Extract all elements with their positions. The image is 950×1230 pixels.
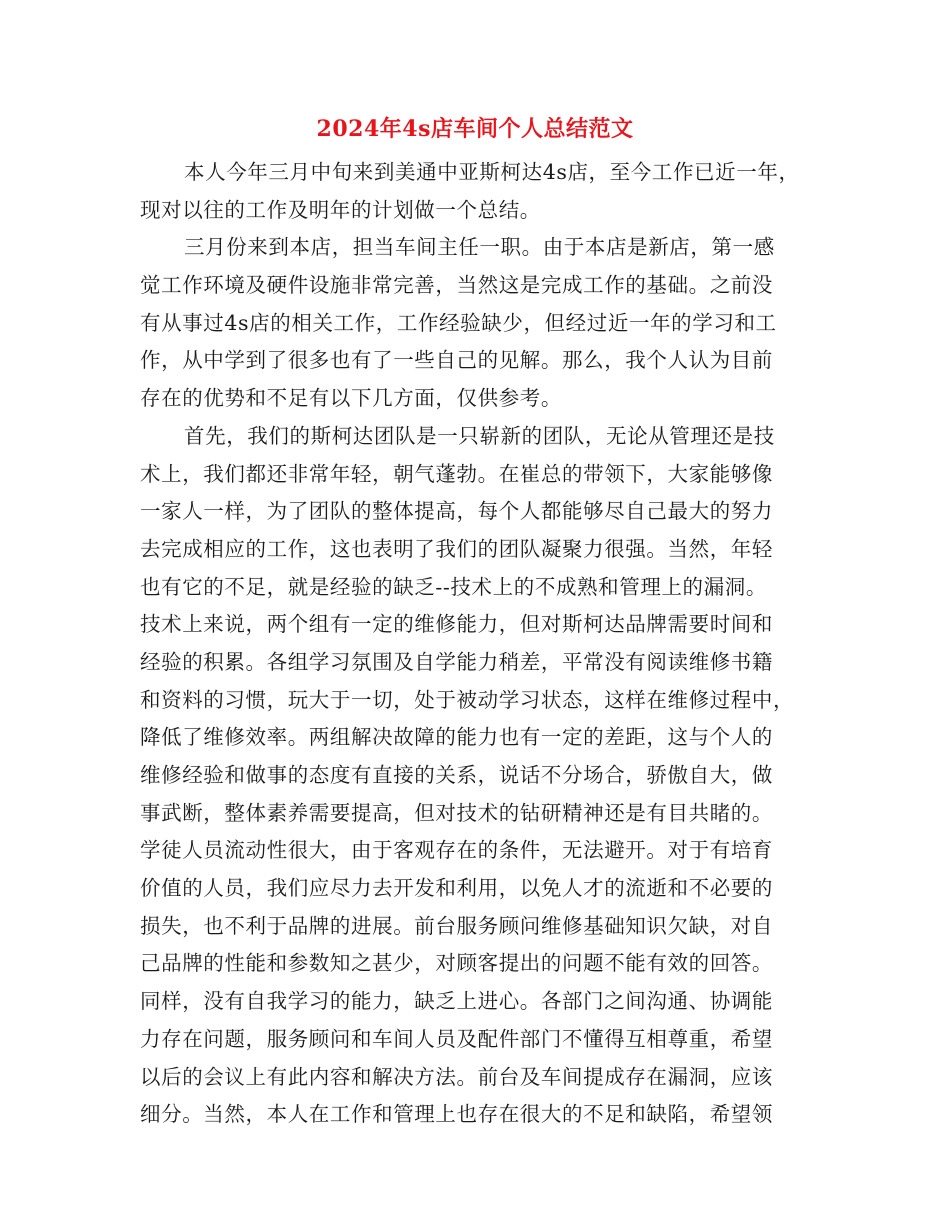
paragraph-line: 降低了维修效率。两组解决故障的能力也有一定的差距，这与个人的 [140, 725, 773, 750]
paragraph-line: 术上，我们都还非常年轻，朝气蓬勃。在崔总的带领下，大家能够像 [140, 461, 773, 486]
paragraph-line: 己品牌的性能和参数知之甚少，对顾客提出的问题不能有效的回答。 [140, 951, 773, 976]
paragraph-line: 一家人一样，为了团队的整体提高，每个人都能够尽自己最大的努力 [140, 499, 773, 524]
paragraph-line: 细分。当然，本人在工作和管理上也存在很大的不足和缺陷，希望领 [140, 1102, 773, 1127]
paragraph-line: 存在的优势和不足有以下几方面，仅供参考。 [140, 386, 562, 411]
paragraph-line: 事武断，整体素养需要提高，但对技术的钻研精神还是有目共睹的。 [140, 800, 773, 825]
paragraph-line: 同样，没有自我学习的能力，缺乏上进心。各部门之间沟通、协调能 [140, 989, 773, 1014]
paragraph-line: 本人今年三月中旬来到美通中亚斯柯达4s店，至今工作已近一年， [184, 160, 800, 184]
paragraph-line: 现对以往的工作及明年的计划做一个总结。 [140, 197, 541, 222]
paragraph-line: 去完成相应的工作，这也表明了我们的团队凝聚力很强。当然，年轻 [140, 536, 773, 561]
paragraph-line: 有从事过4s店的相关工作，工作经验缺少，但经过近一年的学习和工 [140, 310, 777, 335]
paragraph-line: 价值的人员，我们应尽力去开发和利用，以免人才的流逝和不必要的 [140, 876, 773, 901]
paragraph-line: 技术上来说，两个组有一定的维修能力，但对斯柯达品牌需要时间和 [140, 612, 773, 637]
paragraph-line: 力存在问题，服务顾问和车间人员及配件部门不懂得互相尊重，希望 [140, 1026, 773, 1051]
paragraph-line: 三月份来到本店，担当车间主任一职。由于本店是新店，第一感 [184, 235, 775, 260]
paragraph-line: 以后的会议上有此内容和解决方法。前台及车间提成存在漏洞，应该 [140, 1064, 773, 1089]
paragraph-line: 学徒人员流动性很大，由于客观存在的条件，无法避开。对于有培育 [140, 838, 773, 863]
paragraph-line: 也有它的不足，就是经验的缺乏--技术上的不成熟和管理上的漏洞。 [140, 574, 767, 599]
paragraph-line: 和资料的习惯，玩大于一切，处于被动学习状态，这样在维修过程中， [140, 687, 795, 712]
paragraph-line: 首先，我们的斯柯达团队是一只崭新的团队，无论从管理还是技 [184, 423, 775, 448]
paragraph-line: 维修经验和做事的态度有直接的关系，说话不分场合，骄傲自大，做 [140, 763, 773, 787]
paragraph-line: 损失，也不利于品牌的进展。前台服务顾问维修基础知识欠缺，对自 [140, 913, 773, 938]
paragraph-line: 作，从中学到了很多也有了一些自己的见解。那么，我个人认为目前 [140, 348, 773, 373]
paragraph-line: 经验的积累。各组学习氛围及自学能力稍差，平常没有阅读维修书籍 [140, 649, 773, 674]
paragraph-line: 觉工作环境及硬件设施非常完善，当然这是完成工作的基础。之前没 [140, 273, 773, 298]
document-body [140, 154, 820, 1134]
document-title: 2024年4s店车间个人总结范文 [316, 116, 634, 142]
